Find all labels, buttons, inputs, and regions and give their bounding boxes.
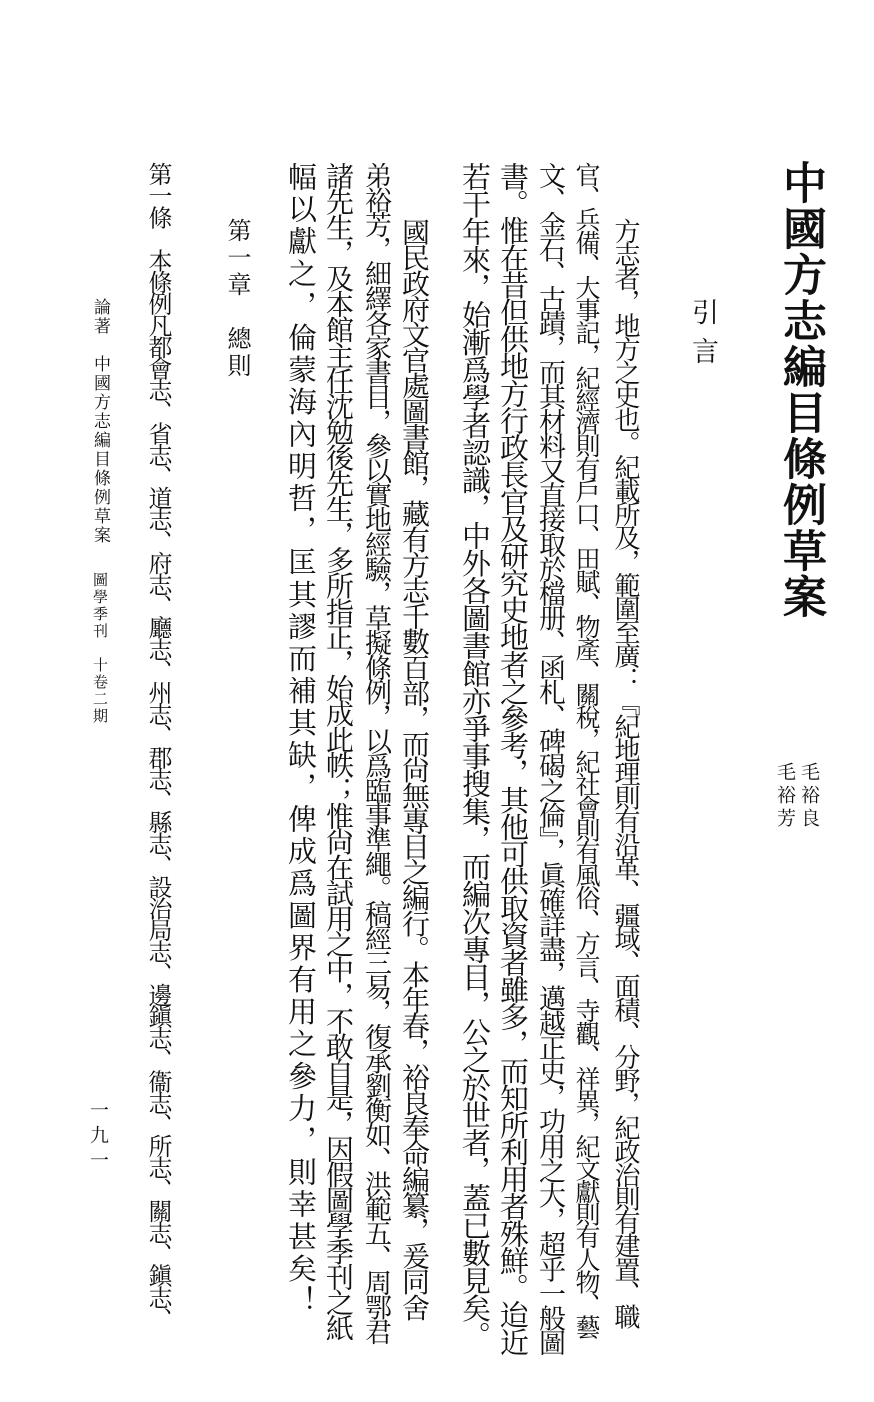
- article-1: 第一條 本條例凡都會志、省志、道志、府志、廳志、州志、郡志、縣志、設治局志、邊鎭志、衞志、所志、關志、鎭志、: [144, 162, 172, 1329]
- body-line-1: 方志者，地方之史也。紀載所及，範圍至廣：『紀地理則有沿革、疆域、面積、分野，紀政治則有建置、職: [610, 218, 640, 1328]
- body-line-5: 若干年來，始漸爲學者認識，中外各圖書館亦爭事搜集，而編次專目，公之於世者，蓋已數見矣。: [458, 162, 492, 1349]
- body-line-8: 諸先生，及本館主任沈勉後先生，多所指正，始成此帙；惟尙在試用之中，不敢自是，因假圖學季刊之紙: [322, 162, 355, 1340]
- article-title: 中國方志編目條例草案: [775, 160, 826, 620]
- body-line-7: 弟裕芳，細繹各家書目，參以實地經驗，草擬條例，以爲臨事準繩。稿經三易，復承劉衡如、洪範五、周鄂君: [360, 162, 391, 1343]
- chapter-heading: 第一章 總則: [223, 218, 251, 380]
- footer-label: 論著 中國方志編目條例草案: [90, 298, 110, 545]
- author-1: 毛裕良: [798, 762, 820, 831]
- section-heading: 引言: [687, 298, 718, 376]
- body-line-9: 幅以獻之，倫蒙海內明哲，匡其謬而補其缺，俾成爲圖界有用之參力，則幸甚矣！: [284, 162, 318, 1318]
- body-line-4: 書。惟在昔但供地方行政長官及研究史地者之參考，其他可供取資者雖多，而知所利用者殊鮮。迨近: [496, 162, 530, 1355]
- body-line-3: 文、金石、古蹟，而其材料又直接取於檔册、函札、碑碣之倫』，眞確詳盡，邁越正史，功用之大，超乎一般圖: [534, 162, 565, 1354]
- body-line-6: 國民政府文官處圖書館，藏有方志千數百部，而尙無專目之編行。本年春，裕良奉命編纂，爰同舍: [398, 218, 431, 1319]
- author-2: 毛裕芳: [774, 762, 796, 831]
- footer-journal: 圖學季刊 十卷二期: [91, 572, 109, 725]
- page-number: 一九一: [87, 1100, 109, 1175]
- body-line-2: 官、兵備、大事記，紀經濟則有戶口、田賦、物產、關稅，紀社會則有風俗、方言、寺觀、祥異，紀文獻則有人物、藝: [572, 162, 601, 1338]
